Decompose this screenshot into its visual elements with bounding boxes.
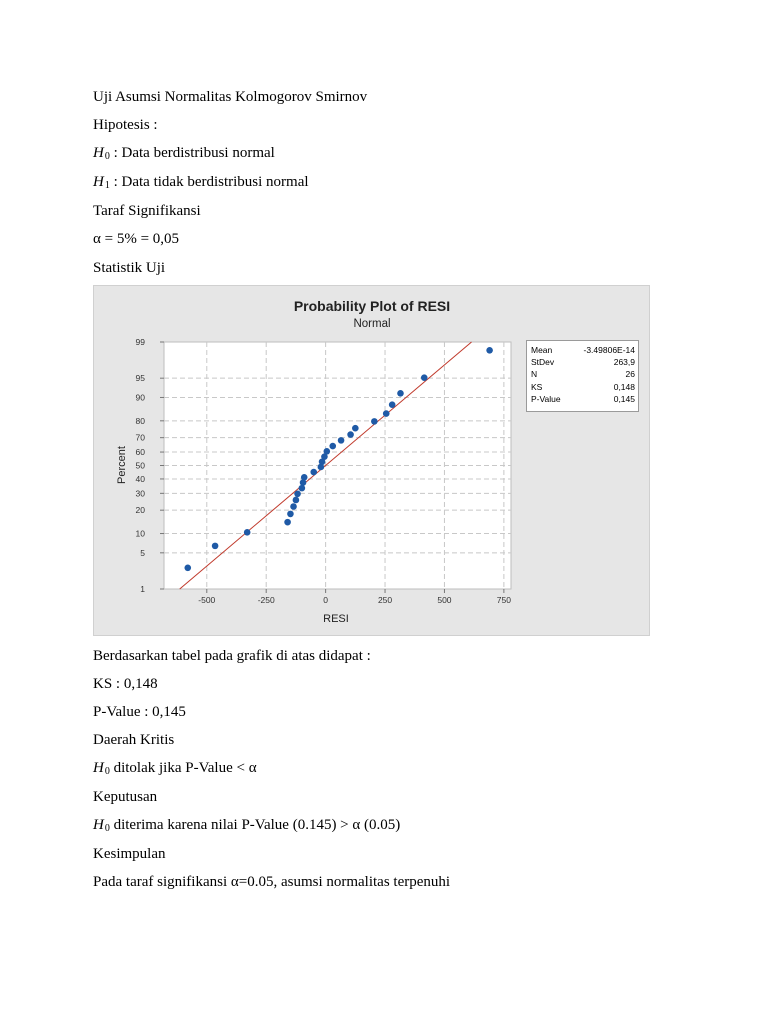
- data-point: [371, 418, 378, 425]
- data-point: [329, 443, 336, 450]
- h0-symbol: $H_0$: [93, 145, 110, 162]
- y-tick-label: 99: [135, 337, 145, 347]
- y-tick-label: 10: [135, 528, 145, 539]
- daerah-heading: Daerah Kritis: [93, 732, 175, 748]
- taraf-heading: Taraf Signifikansi: [93, 203, 201, 219]
- ks-line: KS : 0,148: [93, 676, 158, 692]
- kesimpulan-line: Pada taraf signifikansi α=0.05, asumsi normalitas terpenuhi: [93, 874, 451, 890]
- keputusan-line: $H_0$ diterima karena nilai P-Value (0.145) > α (0.05): [93, 817, 401, 834]
- data-point: [389, 401, 396, 408]
- y-tick-label: 80: [135, 415, 145, 426]
- data-point: [383, 410, 390, 417]
- daerah-line: $H_0$ ditolak jika P-Value < α: [93, 760, 257, 777]
- stat-row-pvalue: P-Value 0,145: [531, 393, 635, 404]
- stats-box: [526, 340, 639, 412]
- data-point: [293, 497, 300, 504]
- x-tick-label: 250: [377, 595, 393, 605]
- stat-row-stdev: StDev 263,9: [531, 357, 635, 368]
- alpha-line: α = 5% = 0,05: [93, 231, 180, 247]
- y-tick-label: 50: [135, 460, 145, 471]
- data-point: [347, 431, 354, 438]
- data-point: [338, 437, 345, 444]
- data-point: [290, 503, 297, 510]
- data-point: [324, 448, 331, 455]
- x-tick-label: 750: [496, 595, 511, 605]
- data-point: [352, 425, 359, 432]
- y-tick-label: 40: [135, 473, 145, 484]
- doc-title: Uji Asumsi Normalitas Kolmogorov Smirnov: [93, 89, 368, 105]
- data-point: [212, 543, 219, 550]
- y-axis-label: Percent: [116, 446, 128, 484]
- y-tick-label: 20: [135, 505, 145, 516]
- x-tick-labels: [198, 595, 511, 605]
- h1-symbol: $H_1$: [93, 174, 110, 191]
- x-tick-label: 0: [323, 595, 328, 605]
- data-point: [301, 474, 308, 481]
- stat-row-n: N 26: [531, 369, 635, 380]
- x-tick-label: 500: [437, 595, 452, 605]
- y-tick-label: 5: [140, 547, 145, 558]
- h0-line: $H_0$ : Data berdistribusi normal: [93, 145, 275, 162]
- data-point: [284, 519, 291, 526]
- chart-title: Probability Plot of RESI: [293, 298, 451, 314]
- data-point: [287, 511, 294, 518]
- data-point: [299, 485, 306, 492]
- chart-subtitle: Normal: [353, 318, 391, 330]
- stat-row-mean: Mean -3.49806E-14: [531, 345, 635, 355]
- y-tick-label: 95: [135, 373, 145, 384]
- y-tick-label: 90: [135, 392, 145, 403]
- h0-symbol: $H_0$: [93, 760, 110, 777]
- hipotesis-heading: Hipotesis :: [93, 117, 158, 133]
- statistik-heading: Statistik Uji: [93, 260, 166, 276]
- y-tick-label: 30: [135, 488, 145, 499]
- data-point: [294, 490, 301, 497]
- data-point: [486, 347, 493, 354]
- y-tick-label: 60: [135, 447, 145, 458]
- y-tick-labels: [136, 337, 146, 594]
- data-point: [184, 564, 191, 571]
- kesimpulan-heading: Kesimpulan: [93, 846, 166, 862]
- data-point: [244, 529, 251, 536]
- berdasarkan-line: Berdasarkan tabel pada grafik di atas didapat :: [93, 648, 371, 664]
- pvalue-line: P-Value : 0,145: [93, 704, 186, 720]
- x-tick-label: -500: [198, 595, 216, 605]
- h1-line: $H_1$ : Data tidak berdistribusi normal: [93, 174, 309, 191]
- y-tick-label: 1: [140, 584, 145, 594]
- h0-symbol: $H_0$: [93, 817, 110, 834]
- keputusan-heading: Keputusan: [93, 789, 158, 805]
- y-tick-label: 70: [135, 432, 145, 443]
- data-point: [310, 469, 317, 476]
- data-point: [421, 374, 428, 381]
- x-tick-label: -250: [257, 595, 275, 605]
- data-point: [397, 390, 404, 397]
- probability-plot: [93, 285, 650, 636]
- probability-plot-svg: [94, 286, 651, 637]
- x-axis-label: RESI: [323, 613, 349, 625]
- stat-row-ks: KS 0,148: [531, 381, 635, 392]
